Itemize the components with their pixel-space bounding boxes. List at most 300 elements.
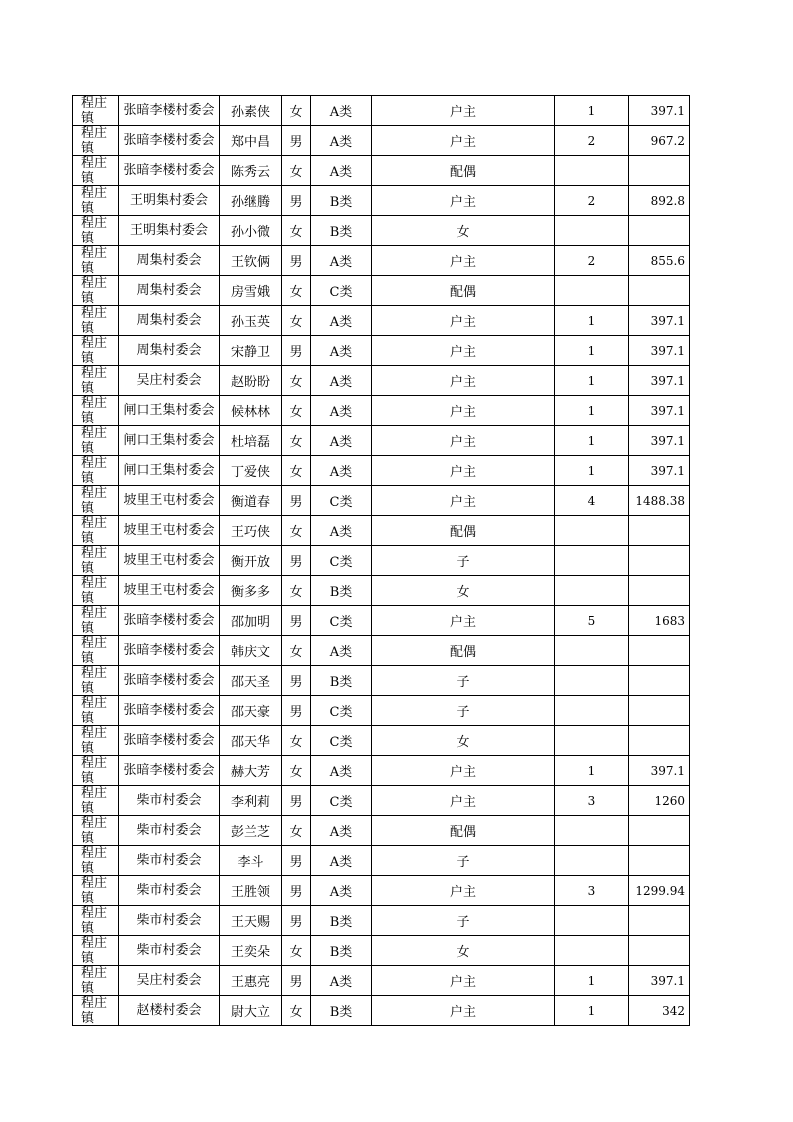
relation-cell: 配偶: [372, 276, 555, 306]
gender-cell: 男: [282, 786, 311, 816]
town-cell: [73, 186, 119, 216]
village-cell: [119, 276, 220, 306]
gender-cell: 男: [282, 696, 311, 726]
gender-cell: 女: [282, 816, 311, 846]
village-cell: [119, 126, 220, 156]
village-text: 张暗李楼村委会: [123, 673, 215, 688]
name-cell: 衡开放: [220, 546, 282, 576]
town-text: 程庄镇: [81, 996, 108, 1025]
village-text: 柴市村委会: [136, 883, 202, 898]
household-count-cell: 2: [555, 246, 629, 276]
household-count-cell: [555, 936, 629, 966]
village-cell: [119, 576, 220, 606]
village-text: 周集村委会: [136, 283, 202, 298]
village-cell: [119, 516, 220, 546]
town-cell: [73, 276, 119, 306]
town-text: 程庄镇: [81, 696, 108, 725]
category-cell: A类: [311, 306, 372, 336]
category-cell: B类: [311, 996, 372, 1026]
name-cell: 赵盼盼: [220, 366, 282, 396]
household-count-cell: 1: [555, 396, 629, 426]
relation-cell: 户主: [372, 786, 555, 816]
name-cell: 宋静卫: [220, 336, 282, 366]
category-cell: A类: [311, 246, 372, 276]
category-cell: B类: [311, 186, 372, 216]
town-text: 程庄镇: [81, 96, 108, 125]
town-cell: [73, 396, 119, 426]
household-count-cell: [555, 276, 629, 306]
relation-cell: 子: [372, 906, 555, 936]
amount-cell: [629, 696, 690, 726]
village-text: 柴市村委会: [136, 853, 202, 868]
category-cell: A类: [311, 636, 372, 666]
household-count-cell: [555, 816, 629, 846]
household-count-cell: 1: [555, 966, 629, 996]
category-cell: A类: [311, 876, 372, 906]
category-cell: C类: [311, 726, 372, 756]
village-text: 张暗李楼村委会: [123, 643, 215, 658]
relation-cell: 户主: [372, 396, 555, 426]
name-cell: 尉大立: [220, 996, 282, 1026]
village-cell: [119, 306, 220, 336]
village-cell: [119, 756, 220, 786]
table-row: [73, 576, 690, 606]
table-row: [73, 666, 690, 696]
village-cell: [119, 936, 220, 966]
gender-cell: 女: [282, 516, 311, 546]
relation-cell: 户主: [372, 126, 555, 156]
household-count-cell: [555, 726, 629, 756]
amount-cell: 397.1: [629, 426, 690, 456]
table-row: [73, 606, 690, 636]
town-text: 程庄镇: [81, 366, 108, 395]
town-cell: [73, 696, 119, 726]
household-count-cell: [555, 156, 629, 186]
table-row: [73, 426, 690, 456]
town-cell: [73, 906, 119, 936]
gender-cell: 男: [282, 666, 311, 696]
village-text: 王明集村委会: [129, 193, 208, 208]
village-text: 张暗李楼村委会: [123, 103, 215, 118]
town-cell: [73, 456, 119, 486]
gender-cell: 女: [282, 216, 311, 246]
name-cell: 孙玉英: [220, 306, 282, 336]
village-text: 坡里王屯村委会: [123, 553, 215, 568]
town-cell: [73, 786, 119, 816]
town-cell: [73, 366, 119, 396]
table-row: [73, 96, 690, 126]
village-text: 坡里王屯村委会: [123, 583, 215, 598]
name-cell: 王奕朵: [220, 936, 282, 966]
amount-cell: 855.6: [629, 246, 690, 276]
town-text: 程庄镇: [81, 486, 108, 515]
household-count-cell: 3: [555, 786, 629, 816]
category-cell: A类: [311, 156, 372, 186]
relation-cell: 户主: [372, 756, 555, 786]
town-text: 程庄镇: [81, 336, 108, 365]
town-text: 程庄镇: [81, 816, 108, 845]
village-cell: [119, 666, 220, 696]
gender-cell: 女: [282, 756, 311, 786]
category-cell: A类: [311, 816, 372, 846]
category-cell: C类: [311, 276, 372, 306]
town-text: 程庄镇: [81, 726, 108, 755]
name-cell: 孙小微: [220, 216, 282, 246]
table-row: [73, 756, 690, 786]
amount-cell: 397.1: [629, 366, 690, 396]
village-text: 柴市村委会: [136, 823, 202, 838]
village-cell: [119, 156, 220, 186]
town-cell: [73, 876, 119, 906]
name-cell: 衡道春: [220, 486, 282, 516]
name-cell: 孙继腾: [220, 186, 282, 216]
town-text: 程庄镇: [81, 396, 108, 425]
relation-cell: 配偶: [372, 156, 555, 186]
table-row: [73, 906, 690, 936]
village-text: 王明集村委会: [129, 223, 208, 238]
gender-cell: 女: [282, 306, 311, 336]
table-row: [73, 816, 690, 846]
town-cell: [73, 576, 119, 606]
town-text: 程庄镇: [81, 276, 108, 305]
village-cell: [119, 846, 220, 876]
village-cell: [119, 636, 220, 666]
gender-cell: 女: [282, 396, 311, 426]
town-cell: [73, 486, 119, 516]
town-text: 程庄镇: [81, 186, 108, 215]
table-row: [73, 456, 690, 486]
gender-cell: 女: [282, 636, 311, 666]
gender-cell: 女: [282, 276, 311, 306]
relation-cell: 户主: [372, 246, 555, 276]
category-cell: C类: [311, 606, 372, 636]
town-cell: [73, 726, 119, 756]
gender-cell: 女: [282, 366, 311, 396]
table-row: [73, 126, 690, 156]
town-cell: [73, 156, 119, 186]
category-cell: A类: [311, 126, 372, 156]
table-body: [73, 96, 690, 1026]
town-cell: [73, 936, 119, 966]
amount-cell: [629, 216, 690, 246]
village-cell: [119, 996, 220, 1026]
table-row: [73, 546, 690, 576]
village-cell: [119, 96, 220, 126]
gender-cell: 男: [282, 186, 311, 216]
category-cell: C类: [311, 546, 372, 576]
relation-cell: 女: [372, 216, 555, 246]
relation-cell: 户主: [372, 96, 555, 126]
town-text: 程庄镇: [81, 306, 108, 335]
category-cell: A类: [311, 396, 372, 426]
village-cell: [119, 426, 220, 456]
name-cell: 彭兰芝: [220, 816, 282, 846]
beneficiary-table: [72, 95, 690, 1026]
village-text: 吴庄村委会: [136, 973, 202, 988]
amount-cell: [629, 726, 690, 756]
gender-cell: 女: [282, 426, 311, 456]
gender-cell: 男: [282, 126, 311, 156]
amount-cell: [629, 846, 690, 876]
category-cell: B类: [311, 576, 372, 606]
amount-cell: [629, 276, 690, 306]
town-text: 程庄镇: [81, 516, 108, 545]
table-row: [73, 846, 690, 876]
village-text: 赵楼村委会: [136, 1003, 202, 1018]
category-cell: B类: [311, 666, 372, 696]
town-cell: [73, 306, 119, 336]
village-text: 张暗李楼村委会: [123, 703, 215, 718]
name-cell: 房雪娥: [220, 276, 282, 306]
gender-cell: 女: [282, 936, 311, 966]
village-cell: [119, 336, 220, 366]
name-cell: 王胜领: [220, 876, 282, 906]
household-count-cell: 1: [555, 456, 629, 486]
amount-cell: 397.1: [629, 96, 690, 126]
category-cell: A类: [311, 456, 372, 486]
household-count-cell: [555, 636, 629, 666]
gender-cell: 女: [282, 576, 311, 606]
amount-cell: [629, 156, 690, 186]
category-cell: A类: [311, 336, 372, 366]
town-text: 程庄镇: [81, 876, 108, 905]
town-text: 程庄镇: [81, 846, 108, 875]
town-cell: [73, 426, 119, 456]
relation-cell: 女: [372, 936, 555, 966]
table-row: [73, 306, 690, 336]
name-cell: 邵天圣: [220, 666, 282, 696]
town-text: 程庄镇: [81, 666, 108, 695]
village-text: 周集村委会: [136, 343, 202, 358]
gender-cell: 男: [282, 606, 311, 636]
relation-cell: 配偶: [372, 636, 555, 666]
household-count-cell: 1: [555, 366, 629, 396]
gender-cell: 男: [282, 906, 311, 936]
town-cell: [73, 666, 119, 696]
amount-cell: 397.1: [629, 756, 690, 786]
gender-cell: 男: [282, 246, 311, 276]
amount-cell: 397.1: [629, 336, 690, 366]
village-text: 闸口王集村委会: [123, 463, 215, 478]
table-row: [73, 876, 690, 906]
town-cell: [73, 606, 119, 636]
name-cell: 韩庆文: [220, 636, 282, 666]
table-row: [73, 186, 690, 216]
relation-cell: 户主: [372, 336, 555, 366]
village-text: 坡里王屯村委会: [123, 523, 215, 538]
household-count-cell: 1: [555, 306, 629, 336]
village-cell: [119, 786, 220, 816]
gender-cell: 男: [282, 846, 311, 876]
village-text: 张暗李楼村委会: [123, 763, 215, 778]
town-cell: [73, 336, 119, 366]
name-cell: 衡多多: [220, 576, 282, 606]
town-text: 程庄镇: [81, 966, 108, 995]
town-cell: [73, 846, 119, 876]
town-cell: [73, 246, 119, 276]
amount-cell: 1488.38: [629, 486, 690, 516]
table-row: [73, 996, 690, 1026]
amount-cell: 1260: [629, 786, 690, 816]
household-count-cell: [555, 576, 629, 606]
village-cell: [119, 456, 220, 486]
household-count-cell: [555, 516, 629, 546]
table-row: [73, 486, 690, 516]
relation-cell: 配偶: [372, 516, 555, 546]
category-cell: A类: [311, 516, 372, 546]
relation-cell: 户主: [372, 486, 555, 516]
household-count-cell: 1: [555, 426, 629, 456]
village-text: 柴市村委会: [136, 913, 202, 928]
table-row: [73, 366, 690, 396]
category-cell: A类: [311, 96, 372, 126]
amount-cell: 397.1: [629, 306, 690, 336]
village-text: 柴市村委会: [136, 943, 202, 958]
category-cell: C类: [311, 786, 372, 816]
gender-cell: 女: [282, 156, 311, 186]
name-cell: 邵天华: [220, 726, 282, 756]
amount-cell: 397.1: [629, 456, 690, 486]
town-text: 程庄镇: [81, 636, 108, 665]
table-row: [73, 696, 690, 726]
amount-cell: 397.1: [629, 966, 690, 996]
gender-cell: 男: [282, 546, 311, 576]
name-cell: 候林林: [220, 396, 282, 426]
category-cell: A类: [311, 426, 372, 456]
relation-cell: 子: [372, 846, 555, 876]
village-text: 周集村委会: [136, 313, 202, 328]
household-count-cell: 3: [555, 876, 629, 906]
town-text: 程庄镇: [81, 786, 108, 815]
town-cell: [73, 126, 119, 156]
household-count-cell: [555, 696, 629, 726]
village-text: 张暗李楼村委会: [123, 133, 215, 148]
village-cell: [119, 216, 220, 246]
table-row: [73, 396, 690, 426]
name-cell: 邵加明: [220, 606, 282, 636]
village-text: 张暗李楼村委会: [123, 733, 215, 748]
village-cell: [119, 546, 220, 576]
town-cell: [73, 96, 119, 126]
name-cell: 孙素侠: [220, 96, 282, 126]
amount-cell: [629, 576, 690, 606]
name-cell: 王钦俩: [220, 246, 282, 276]
household-count-cell: 2: [555, 186, 629, 216]
table-row: [73, 786, 690, 816]
town-text: 程庄镇: [81, 576, 108, 605]
village-cell: [119, 186, 220, 216]
village-text: 张暗李楼村委会: [123, 163, 215, 178]
table-row: [73, 336, 690, 366]
table-row: [73, 936, 690, 966]
relation-cell: 子: [372, 546, 555, 576]
relation-cell: 配偶: [372, 816, 555, 846]
relation-cell: 女: [372, 726, 555, 756]
town-text: 程庄镇: [81, 126, 108, 155]
town-cell: [73, 996, 119, 1026]
village-cell: [119, 396, 220, 426]
category-cell: B类: [311, 216, 372, 246]
name-cell: 李利莉: [220, 786, 282, 816]
gender-cell: 女: [282, 996, 311, 1026]
town-text: 程庄镇: [81, 426, 108, 455]
amount-cell: [629, 936, 690, 966]
name-cell: 王惠亮: [220, 966, 282, 996]
household-count-cell: 1: [555, 336, 629, 366]
relation-cell: 子: [372, 666, 555, 696]
name-cell: 陈秀云: [220, 156, 282, 186]
gender-cell: 男: [282, 486, 311, 516]
relation-cell: 子: [372, 696, 555, 726]
category-cell: A类: [311, 366, 372, 396]
village-text: 闸口王集村委会: [123, 403, 215, 418]
town-cell: [73, 816, 119, 846]
village-text: 坡里王屯村委会: [123, 493, 215, 508]
category-cell: A类: [311, 756, 372, 786]
town-cell: [73, 966, 119, 996]
amount-cell: 1299.94: [629, 876, 690, 906]
village-cell: [119, 816, 220, 846]
table-row: [73, 726, 690, 756]
village-text: 周集村委会: [136, 253, 202, 268]
amount-cell: 892.8: [629, 186, 690, 216]
town-cell: [73, 546, 119, 576]
relation-cell: 户主: [372, 366, 555, 396]
gender-cell: 男: [282, 966, 311, 996]
village-text: 闸口王集村委会: [123, 433, 215, 448]
town-text: 程庄镇: [81, 906, 108, 935]
relation-cell: 户主: [372, 606, 555, 636]
amount-cell: [629, 636, 690, 666]
village-text: 吴庄村委会: [136, 373, 202, 388]
relation-cell: 户主: [372, 996, 555, 1026]
village-cell: [119, 366, 220, 396]
amount-cell: [629, 516, 690, 546]
household-count-cell: 1: [555, 96, 629, 126]
village-text: 柴市村委会: [136, 793, 202, 808]
amount-cell: [629, 906, 690, 936]
category-cell: C类: [311, 696, 372, 726]
household-count-cell: 1: [555, 996, 629, 1026]
household-count-cell: 2: [555, 126, 629, 156]
category-cell: B类: [311, 936, 372, 966]
table-row: [73, 516, 690, 546]
amount-cell: 967.2: [629, 126, 690, 156]
village-cell: [119, 906, 220, 936]
amount-cell: [629, 546, 690, 576]
town-text: 程庄镇: [81, 606, 108, 635]
name-cell: 杜培磊: [220, 426, 282, 456]
relation-cell: 户主: [372, 306, 555, 336]
household-count-cell: 1: [555, 756, 629, 786]
village-cell: [119, 876, 220, 906]
relation-cell: 户主: [372, 876, 555, 906]
village-text: 张暗李楼村委会: [123, 613, 215, 628]
household-count-cell: [555, 666, 629, 696]
household-count-cell: 5: [555, 606, 629, 636]
amount-cell: 397.1: [629, 396, 690, 426]
table-row: [73, 636, 690, 666]
town-text: 程庄镇: [81, 756, 108, 785]
amount-cell: [629, 816, 690, 846]
town-text: 程庄镇: [81, 936, 108, 965]
name-cell: 邵天豪: [220, 696, 282, 726]
category-cell: B类: [311, 906, 372, 936]
village-cell: [119, 246, 220, 276]
household-count-cell: 4: [555, 486, 629, 516]
gender-cell: 女: [282, 726, 311, 756]
name-cell: 丁爱侠: [220, 456, 282, 486]
